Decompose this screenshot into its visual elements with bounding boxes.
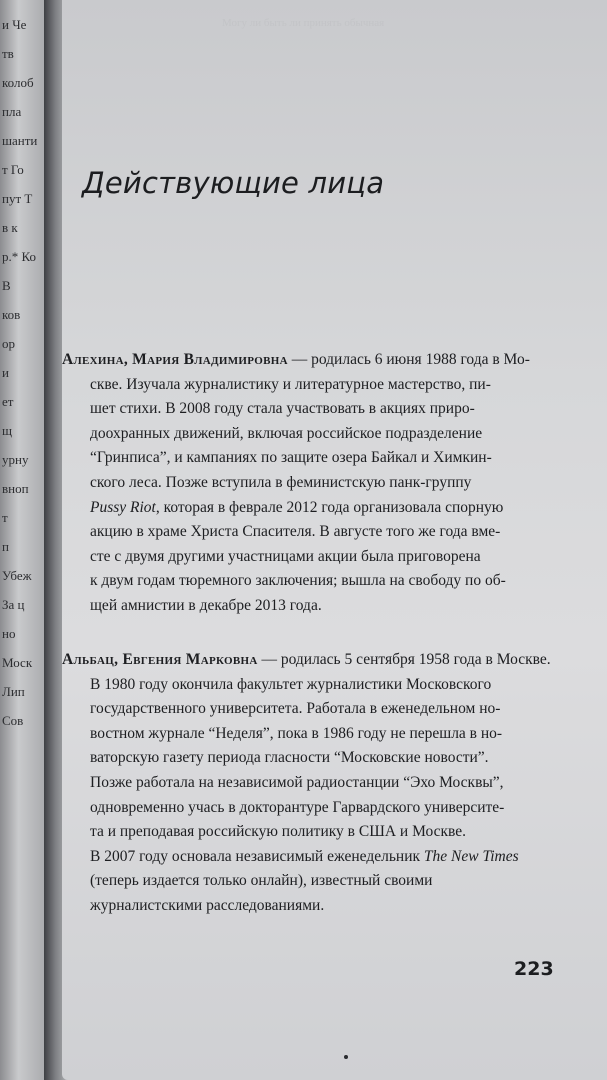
left-fragment: шанти — [2, 133, 38, 148]
band-name: Pussy Riot — [90, 498, 156, 516]
entry-line: к двум годам тюремного заключения; вышла на свободу по об- — [90, 572, 506, 590]
page-number: 223 — [514, 958, 554, 980]
left-fragment: и Че — [2, 17, 27, 32]
entry-line: сте с двумя другими участницами акции была приговорена — [90, 547, 481, 565]
magazine-name: The New Times — [423, 847, 519, 865]
left-page-text-fragments — [2, 10, 42, 735]
left-fragment: Моск — [2, 655, 33, 670]
entry-first-line — [62, 348, 562, 373]
left-fragment: пла — [2, 104, 22, 119]
entry-name: Альбац, Евгения Марковна — [62, 651, 258, 668]
entry-line: (теперь издается только онлайн), известный своими — [90, 872, 433, 890]
left-fragment: тв — [2, 46, 14, 61]
entry-line: щей амнистии в декабре 2013 года. — [90, 596, 322, 614]
left-fragment: урну — [2, 452, 29, 467]
entry-line: та и преподавая российскую политику в США и Москве. — [90, 823, 467, 841]
left-fragment: р.* Ко — [2, 249, 37, 264]
left-fragment: т Го — [2, 162, 24, 177]
left-fragment: колоб — [2, 75, 34, 90]
print-mark-dot — [344, 1055, 348, 1059]
left-fragment: и — [2, 365, 9, 380]
entry-line: скве. Изучала журналистику и литературное мастерство, пи- — [90, 375, 491, 393]
page-title: Действующие лица — [82, 166, 385, 200]
left-fragment: вноп — [2, 481, 29, 496]
entry-first-line — [62, 648, 562, 673]
entry-line — [62, 845, 562, 870]
left-fragment: Лип — [2, 684, 25, 699]
bleed-line: Могу ли быть ли принять обычная — [222, 17, 385, 29]
entry-albats — [62, 648, 562, 919]
entry-line: Позже работала на независимой радиостанции “Эхо Москвы”, — [90, 773, 504, 791]
left-fragment: Убеж — [2, 568, 32, 583]
entry-line: востном журнале “Неделя”, пока в 1986 году не перешла в но- — [90, 724, 503, 742]
left-fragment: пут Т — [2, 191, 33, 206]
entry-alekhina — [62, 348, 562, 619]
entry-name: Алехина, Мария Владимировна — [62, 351, 288, 368]
left-fragment: Сов — [2, 713, 24, 728]
entry-line: “Гринписа”, и кампаниях по защите озера Байкал и Химкин- — [90, 449, 492, 467]
entry-line: ваторскую газету периода гласности “Московские новости”. — [90, 749, 489, 767]
entry-line: журналистскими расследованиями. — [90, 896, 325, 914]
right-page — [62, 0, 607, 1080]
entry-line: доохранных движений, включая российское подразделение — [90, 424, 483, 442]
left-fragment: ет — [2, 394, 14, 409]
entry-line: акцию в храме Христа Спасителя. В августе того же года вме- — [90, 523, 501, 541]
left-fragment: За ц — [2, 597, 25, 612]
left-fragment: ор — [2, 336, 15, 351]
entry-line: — родилась 5 сентября 1958 года в Москве. — [261, 651, 551, 668]
entry-line-head: В 2007 году основала независимый еженедельник — [90, 847, 421, 865]
left-fragment: ков — [2, 307, 21, 322]
entry-line: В 1980 году окончила факультет журналистики Московского — [90, 675, 492, 693]
entry-line: шет стихи. В 2008 году стала участвовать в акциях приро- — [90, 400, 475, 418]
entry-line: — родилась 6 июня 1988 года в Мо- — [291, 351, 530, 368]
left-fragment: щ — [2, 423, 13, 438]
entry-line: государственного университета. Работала в еженедельном но- — [90, 700, 501, 718]
left-fragment: п — [2, 539, 9, 554]
entry-line-tail: , которая в феврале 2012 года организовала спорную — [155, 498, 504, 516]
entry-line: ского леса. Позже вступила в феминистскую панк-группу — [90, 473, 472, 491]
left-fragment: но — [2, 626, 16, 641]
left-fragment: т — [2, 510, 8, 525]
left-fragment: В — [2, 278, 11, 293]
left-page-edge — [0, 0, 46, 1080]
bleed-through-text — [222, 10, 582, 36]
entry-line — [62, 496, 562, 521]
entry-line: одновременно учась в докторантуре Гарвардского университе- — [90, 798, 505, 816]
left-fragment: в к — [2, 220, 18, 235]
